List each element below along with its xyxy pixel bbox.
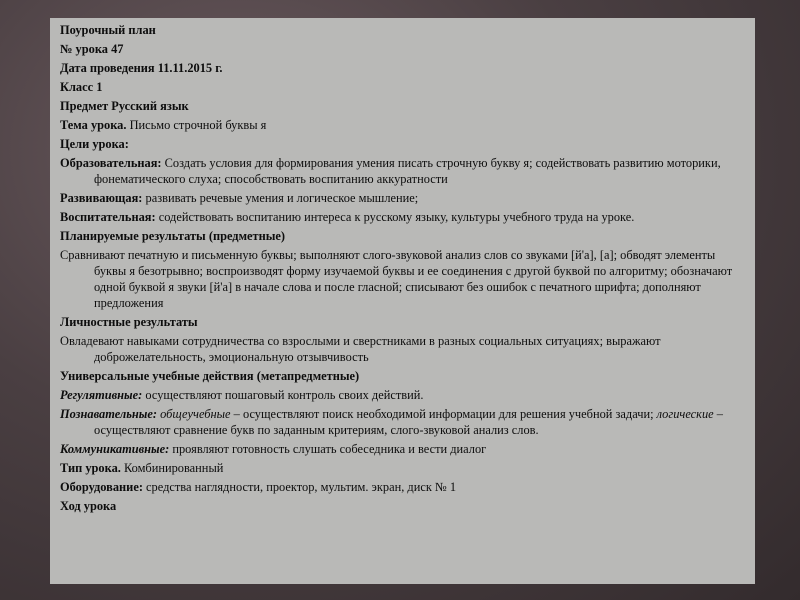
cognitive-sub1-label: общеучебные [157, 407, 231, 421]
lesson-type-text: Комбинированный [120, 461, 224, 475]
goal-educational [60, 155, 750, 187]
goals-heading: Цели урока: [60, 137, 129, 151]
communicative-text: проявляют готовность слушать собеседника и вести диалог [169, 442, 487, 456]
developing-label: Развивающая: [60, 191, 143, 205]
regulatory-label: Регулятивные: [60, 388, 143, 402]
goal-developing [60, 190, 750, 206]
topic-label: Тема урока. [60, 118, 127, 132]
developing-text: развивать речевые умения и логическое мышление; [142, 191, 419, 205]
cognitive-sub2-label: логические [653, 407, 714, 421]
educational-text: Создать условия для формирования умения писать строчную букву я; содействовать развитию моторики, фонематического слуха; способствовать воспитанию аккуратности [94, 156, 721, 186]
lesson-date: Дата проведения 11.11.2015 г. [60, 61, 223, 75]
cognitive-label: Познавательные: [60, 407, 158, 421]
upbringing-text: содействовать воспитанию интереса к русскому языку, культуры учебного труда на уроке. [155, 210, 635, 224]
equipment-text: средства наглядности, проектор, мультим. экран, диск № 1 [142, 480, 457, 494]
communicative-actions [60, 441, 750, 457]
plan-title: Поурочный план [60, 23, 156, 37]
lesson-type [60, 460, 750, 476]
communicative-label: Коммуникативные: [60, 442, 170, 456]
universal-heading: Универсальные учебные действия (метапредметные) [60, 369, 360, 383]
lesson-topic [60, 117, 750, 133]
lesson-plan-text [60, 22, 750, 517]
planned-text: Сравнивают печатную и письменную буквы; выполняют слого-звуковой анализ слов со звуками [й'а], [а]; обводят элементы буквы я безотрывно; воспроизводят форму изучаемой буквы и ее соединения с другой буквой по алгоритму; обозначают одной буквой я звуки [й'а] в начале слова и после гласной; списывают без ошибок с печатного шрифта; дополняют предложения [60, 248, 733, 310]
educational-label: Образовательная: [60, 156, 162, 170]
goal-upbringing [60, 209, 750, 225]
lesson-class: Класс 1 [60, 80, 103, 94]
lesson-course: Ход урока [60, 499, 117, 513]
personal-text: Овладевают навыками сотрудничества со взрослыми и сверстниками в разных социальных ситуациях; выражают доброжелательность, эмоциональную отзывчивость [60, 334, 661, 364]
personal-heading: Личностные результаты [60, 315, 198, 329]
cognitive-sub2-text: – осуществляют сравнение букв по заданным критериям, слого-звуковой анализ слов. [94, 407, 723, 437]
lesson-type-label: Тип урока. [60, 461, 121, 475]
equipment-label: Оборудование: [60, 480, 143, 494]
regulatory-text: осуществляют пошаговый контроль своих действий. [142, 388, 424, 402]
upbringing-label: Воспитательная: [60, 210, 156, 224]
lesson-number: № урока 47 [60, 42, 124, 56]
planned-heading: Планируемые результаты (предметные) [60, 229, 286, 243]
lesson-subject: Предмет Русский язык [60, 99, 189, 113]
regulatory-actions [60, 387, 750, 403]
cognitive-actions [60, 406, 750, 438]
cognitive-sub1-text: – осуществляют поиск необходимой информации для решения учебной задачи; [230, 407, 654, 421]
equipment [60, 479, 750, 495]
topic-text: Письмо строчной буквы я [126, 118, 267, 132]
